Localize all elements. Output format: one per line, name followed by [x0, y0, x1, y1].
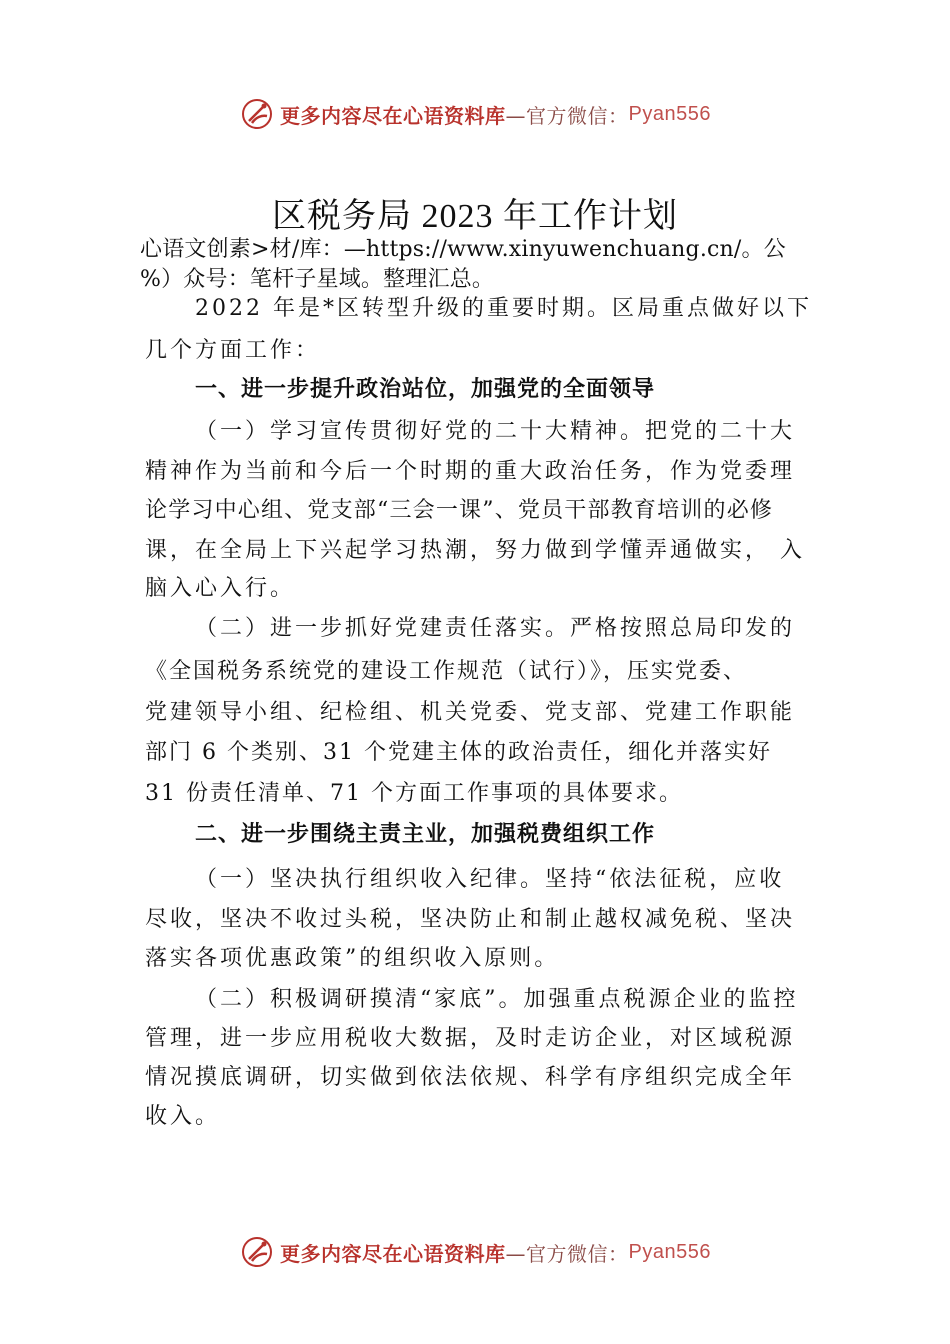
banner-red-text: 更多内容尽在心语资料库 — [280, 1241, 506, 1266]
page-title: 区税务局 2023 年工作计划 — [272, 198, 678, 235]
banner-wechat-id: Pyan556 — [628, 102, 711, 125]
header-banner — [240, 97, 711, 131]
brand-logo-icon — [240, 97, 274, 131]
paragraph-line: 情况摸底调研，切实做到依法依规、科学有序组织完成全年 — [145, 1065, 796, 1090]
paragraph-line: 论学习中心组、党支部“三会一课”、党员干部教育培训的必修 — [145, 498, 774, 523]
paragraph-line: 脑入心入行。 — [145, 576, 296, 601]
section-heading-2: 二、进一步围绕主责主业，加强税费组织工作 — [195, 822, 656, 847]
source-line: %）众号：笔杆子星域。整理汇总。 — [140, 267, 495, 292]
paragraph-line: 收入。 — [145, 1104, 221, 1129]
paragraph-line: 部门 6 个类别、31 个党建主体的政治责任，细化并落实好 — [145, 740, 772, 765]
banner-gray-text: —官方微信： — [505, 103, 629, 128]
paragraph-line: （二）进一步抓好党建责任落实。严格按照总局印发的 — [195, 616, 796, 641]
paragraph-line: （一）坚决执行组织收入纪律。坚持“依法征税，应收 — [195, 867, 785, 892]
banner-red-text: 更多内容尽在心语资料库 — [280, 103, 506, 128]
paragraph-line: 精神作为当前和今后一个时期的重大政治任务，作为党委理 — [145, 459, 796, 484]
brand-logo-icon — [240, 1235, 274, 1269]
footer-banner — [240, 1235, 711, 1269]
paragraph-line: 尽收，坚决不收过头税，坚决防止和制止越权减免税、坚决 — [145, 907, 796, 932]
paragraph-line: 31 份责任清单、71 个方面工作事项的具体要求。 — [145, 781, 683, 806]
paragraph-line: 党建领导小组、纪检组、机关党委、党支部、党建工作职能 — [145, 700, 796, 725]
intro-line: 2022 年是*区转型升级的重要时期。区局重点做好以下 — [195, 296, 812, 321]
intro-line: 几个方面工作： — [145, 338, 321, 363]
banner-wechat-id: Pyan556 — [628, 1240, 711, 1263]
source-line: 心语文创素>材/库：—https://www.xinyuwenchuang.cn/。公 — [140, 237, 786, 262]
paragraph-line: （二）积极调研摸清“家底”。加强重点税源企业的监控 — [195, 987, 799, 1012]
banner-gray-text: —官方微信： — [505, 1241, 629, 1266]
paragraph-line: 课，在全局上下兴起学习热潮，努力做到学懂弄通做实， 入 — [145, 538, 805, 563]
paragraph-line: 《全国税务系统党的建设工作规范（试行）》，压实党委、 — [145, 659, 748, 684]
paragraph-line: （一）学习宣传贯彻好党的二十大精神。把党的二十大 — [195, 419, 796, 444]
paragraph-line: 落实各项优惠政策”的组织收入原则。 — [145, 946, 560, 971]
section-heading-1: 一、进一步提升政治站位，加强党的全面领导 — [195, 377, 656, 402]
paragraph-line: 管理，进一步应用税收大数据，及时走访企业，对区域税源 — [145, 1026, 796, 1051]
